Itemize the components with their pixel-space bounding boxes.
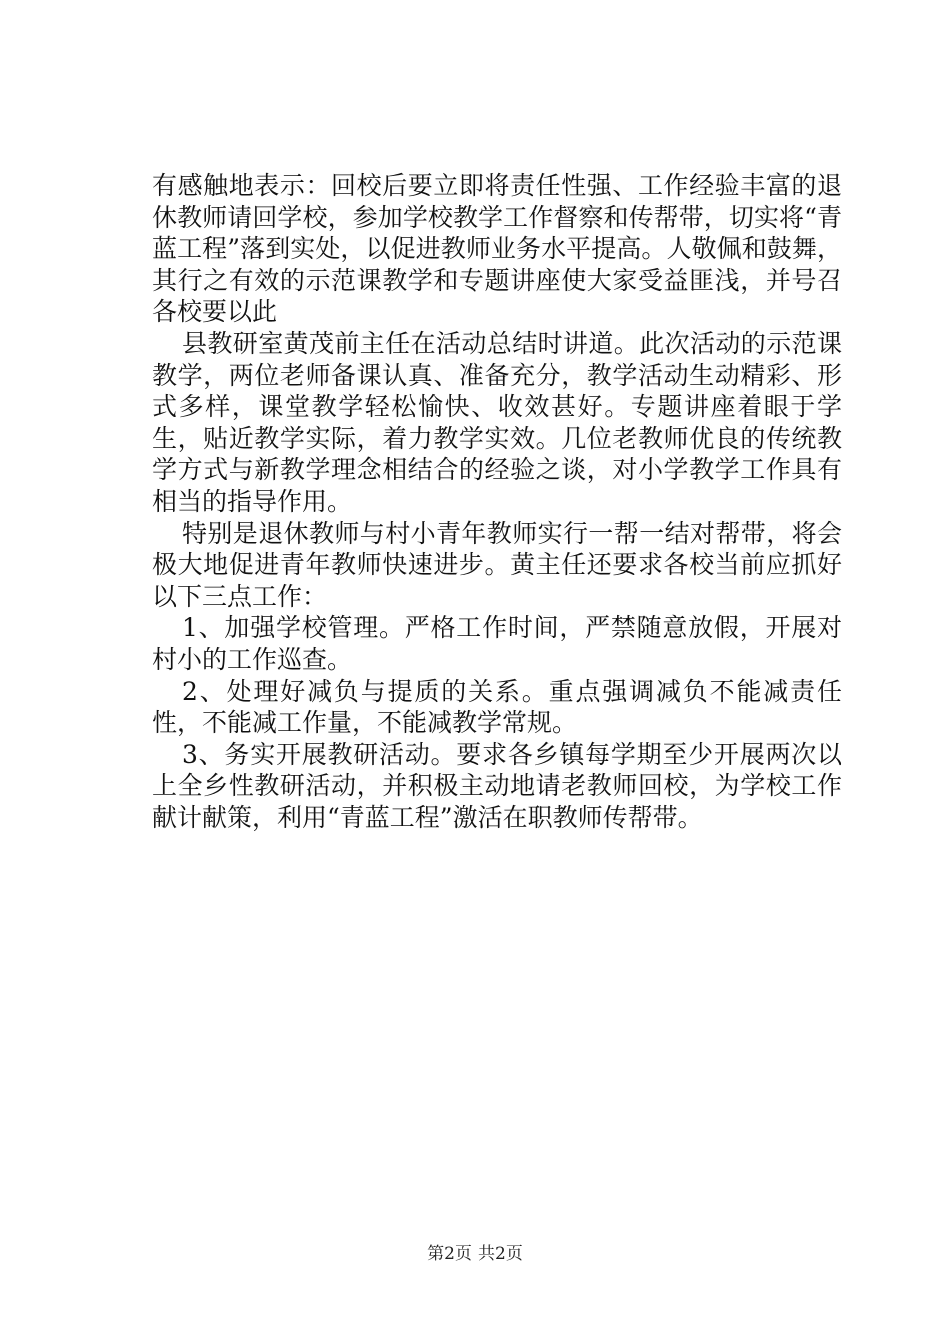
paragraph-1: 有感触地表示：回校后要立即将责任性强、工作经验丰富的退休教师请回学校，参加学校教学工作督察和传帮带，切实将“青蓝工程”落到实处，以促进教师业务水平提高。人敬佩和鼓舞，其行之有效的示范课教学和专题讲座使大家受益匪浅，并号召各校要以此 (152, 171, 842, 327)
paragraph-3: 特别是退休教师与村小青年教师实行一帮一结对帮带，将会极大地促进青年教师快速进步。黄主任还要求各校当前应抓好以下三点工作： (152, 518, 842, 611)
document-body (152, 170, 842, 833)
paragraph-2: 县教研室黄茂前主任在活动总结时讲道。此次活动的示范课教学，两位老师备课认真、准备充分，教学活动生动精彩、形式多样，课堂教学轻松愉快、收效甚好。专题讲座着眼于学生，贴近教学实际，着力教学实效。几位老教师优良的传统教学方式与新教学理念相结合的经验之谈，对小学教学工作具有相当的指导作用。 (152, 328, 842, 516)
page-footer (0, 1244, 950, 1264)
page-total: 共2页 (478, 1244, 523, 1264)
list-item-1: 1、加强学校管理。严格工作时间，严禁随意放假，开展对村小的工作巡查。 (152, 613, 842, 674)
page-number: 第2页 (427, 1244, 472, 1264)
list-item-2: 2、处理好减负与提质的关系。重点强调减负不能减责任性，不能减工作量，不能减教学常规。 (152, 676, 842, 738)
list-item-3: 3、务实开展教研活动。要求各乡镇每学期至少开展两次以上全乡性教研活动，并积极主动地请老教师回校，为学校工作献计献策，利用“青蓝工程”激活在职教师传帮带。 (152, 739, 842, 832)
